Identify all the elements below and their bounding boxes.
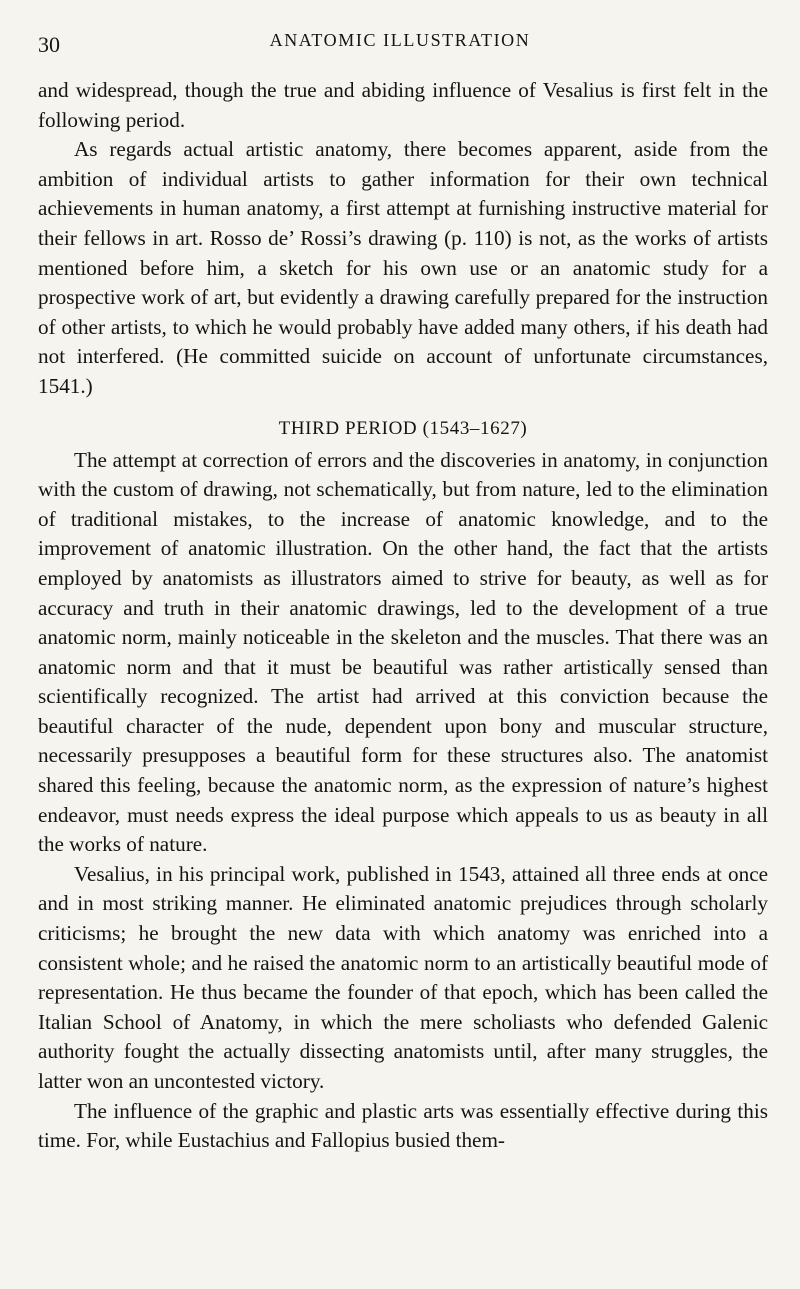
page-number: 30 [38,32,60,57]
paragraph-4: Vesalius, in his principal work, published in 1543, attained all three ends at once and in most striking manner. He eliminated anatomic prejudices through scholarly criticisms; he brought the new data with which anatomy was enriched into a consistent whole; and he raised the anatomic norm to an artistically beautiful mode of representation. He thus became the founder of that epoch, which has been called the Italian School of Anatomy, in which the mere scholiasts who defended Galenic authority fought the actually dissecting anatomists until, after many struggles, the latter won an uncontested victory. [38,861,768,1093]
page-body [38,76,768,1156]
running-head [30,28,770,56]
running-head-title: ANATOMIC ILLUSTRATION [269,30,531,50]
paragraph-2: As regards actual artistic anatomy, there becomes apparent, aside from the ambition of individual artists to gather information for their own technical achievements in human anatomy, a first attempt at furnishing instructive material for their fellows in art. Rosso de’ Rossi’s drawing (p. 110) is not, as the works of artists mentioned before him, a sketch for his own use or an anatomic study for a prospective work of art, but evidently a drawing carefully prepared for the instruction of other artists, to which he would probably have added many others, if his death had not interfered. (He committed suicide on account of unfortunate circumstances, 1541.) [38,137,768,398]
paragraph-3: The attempt at correction of errors and the discoveries in anatomy, in conjunction with the custom of drawing, not schematically, but from nature, led to the elimination of traditional mistakes, to the increase of anatomic knowledge, and to the improvement of anatomic illustration. On the other hand, the fact that the artists employed by anatomists as illustrators aimed to strive for beauty, as well as for accuracy and truth in their anatomic drawings, led to the development of a true anatomic norm, mainly noticeable in the skeleton and the muscles. That there was an anatomic norm and that it must be beautiful was rather artistically sensed than scientifically recognized. The artist had arrived at this conviction because the beautiful character of the nude, dependent upon bony and muscular structure, necessarily presupposes a beautiful form for these structures also. The anatomist shared this feeling, because the anatomic norm, as the expression of nature’s highest endeavor, must needs express the ideal purpose which appeals to us as beauty in all the works of nature. [38,447,768,857]
paragraph-5: The influence of the graphic and plastic arts was essentially effective during this time. For, while Eustachius and Fallopius busied them- [38,1098,768,1153]
section-heading: THIRD PERIOD (1543–1627) [278,417,528,439]
paragraph-1: and widespread, though the true and abiding influence of Vesalius is first felt in the following period. [38,78,768,132]
